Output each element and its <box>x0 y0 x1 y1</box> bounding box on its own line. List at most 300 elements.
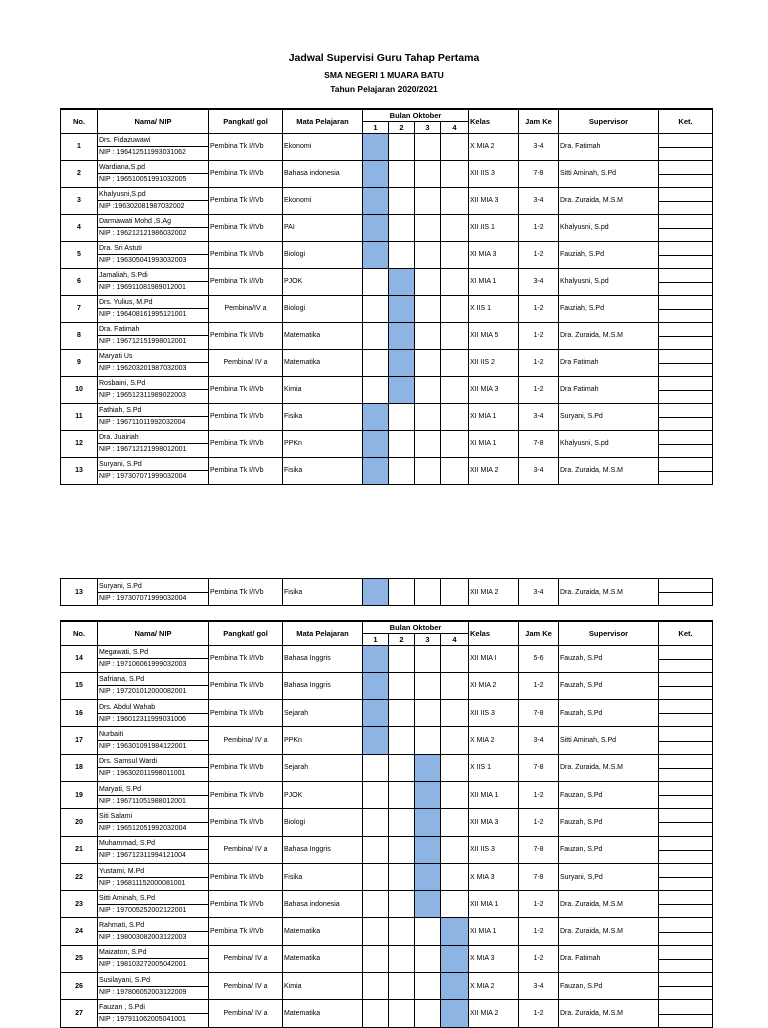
supervisor-cell: Fauziah, S.Pd <box>559 241 659 268</box>
rank-cell: Pembina Tk I/IVb <box>209 403 283 430</box>
table-row <box>61 973 713 1000</box>
table-row <box>61 403 713 430</box>
week-1-cell <box>363 187 389 214</box>
header-class: Kelas <box>469 621 519 645</box>
header-supervisor: Supervisor <box>559 621 659 645</box>
table-row <box>61 863 713 890</box>
teacher-nip: NIP : 197806052003122009 <box>98 986 208 998</box>
teacher-nip: NIP : 196512311989022003 <box>98 389 208 401</box>
rank-cell: Pembina Tk I/IVb <box>209 376 283 403</box>
rank-cell: Pembina Tk I/IVb <box>209 187 283 214</box>
week-2-cell <box>389 645 415 672</box>
header-week-2: 2 <box>389 633 415 645</box>
subject-cell: Sejarah <box>283 754 363 781</box>
supervisor-cell: Dra. Zuraida, M.S.M <box>559 891 659 918</box>
ket-cell <box>659 457 713 484</box>
supervisor-cell: Dra. Fatimah <box>559 945 659 972</box>
teacher-nip: NIP : 196711011992032004 <box>98 416 208 428</box>
week-2-cell <box>389 973 415 1000</box>
hour-cell: 1-2 <box>519 322 559 349</box>
name-cell <box>98 945 209 972</box>
week-2-cell <box>389 241 415 268</box>
week-1-cell <box>363 727 389 754</box>
supervisor-cell: Suryani, S.Pd <box>559 403 659 430</box>
week-4-cell <box>441 214 469 241</box>
class-cell: X MIA 2 <box>469 133 519 160</box>
header-week-4: 4 <box>441 121 469 133</box>
class-cell: XI MIA 1 <box>469 268 519 295</box>
week-3-cell <box>415 187 441 214</box>
week-3-cell <box>415 430 441 457</box>
teacher-name: Suryani, S.Pd <box>99 461 142 468</box>
row-no: 16 <box>61 700 98 727</box>
class-cell: XII IIS 2 <box>469 349 519 376</box>
week-2-cell <box>389 376 415 403</box>
header-rank: Pangkat/ gol <box>209 109 283 133</box>
class-cell: XII MIA 3 <box>469 187 519 214</box>
rank-cell: Pembina Tk I/IVb <box>209 241 283 268</box>
week-1-cell <box>363 295 389 322</box>
name-cell <box>98 1000 209 1027</box>
hour-cell: 1-2 <box>519 376 559 403</box>
row-no: 10 <box>61 376 98 403</box>
teacher-name: Safriana, S.Pd <box>99 676 145 684</box>
week-4-cell <box>441 918 469 945</box>
hour-cell: 7-8 <box>519 754 559 781</box>
rank-cell: Pembina/ IV a <box>209 727 283 754</box>
supervisor-cell: Fauzan, S.Pd <box>559 781 659 808</box>
week-4-cell <box>441 891 469 918</box>
week-4-cell <box>441 1000 469 1027</box>
supervisor-cell: Dra Fatimah <box>559 349 659 376</box>
header-week-1: 1 <box>363 121 389 133</box>
teacher-name: Wardiana,S.pd <box>99 164 146 171</box>
week-2-cell <box>389 295 415 322</box>
name-cell <box>98 891 209 918</box>
header-supervisor: Supervisor <box>559 109 659 133</box>
week-1-cell <box>363 268 389 295</box>
supervisor-cell: Fauzah, S.Pd <box>559 809 659 836</box>
class-cell: XII MIA 1 <box>469 891 519 918</box>
supervisor-cell: Fauzah, S.Pd <box>559 700 659 727</box>
week-2-cell <box>389 863 415 890</box>
table-row <box>61 160 713 187</box>
name-cell <box>98 579 209 606</box>
supervisor-cell: Fauzah, S.Pd <box>559 672 659 699</box>
subject-cell: Kimia <box>283 376 363 403</box>
subject-cell: Fisika <box>283 863 363 890</box>
row-no: 14 <box>61 645 98 672</box>
hour-cell: 1-2 <box>519 672 559 699</box>
teacher-nip: NIP : 196811152000081001 <box>98 877 208 889</box>
week-4-cell <box>441 295 469 322</box>
week-1-cell <box>363 1000 389 1027</box>
row-no: 17 <box>61 727 98 754</box>
week-1-cell <box>363 403 389 430</box>
teacher-name: Susilayani, S.Pd <box>99 976 150 984</box>
week-1-cell <box>363 160 389 187</box>
ket-cell <box>659 268 713 295</box>
hour-cell: 1-2 <box>519 1000 559 1027</box>
week-1-cell <box>363 214 389 241</box>
week-4-cell <box>441 457 469 484</box>
header-no: No. <box>61 621 98 645</box>
hour-cell: 1-2 <box>519 295 559 322</box>
class-cell: XII MIA 2 <box>469 457 519 484</box>
teacher-name: Rosbaini, S.Pd <box>99 380 146 387</box>
teacher-nip: NIP : 196512051992032004 <box>98 822 208 834</box>
subject-cell: Ekonomi <box>283 187 363 214</box>
week-3-cell <box>415 672 441 699</box>
supervisor-cell: Dra. Zuraida, M.S.M <box>559 322 659 349</box>
week-3-cell <box>415 781 441 808</box>
week-3-cell <box>415 295 441 322</box>
hour-cell: 3-4 <box>519 403 559 430</box>
teacher-nip: NIP :196302081987032002 <box>98 200 208 212</box>
week-4-cell <box>441 863 469 890</box>
week-1-cell <box>363 645 389 672</box>
week-3-cell <box>415 1000 441 1027</box>
subject-cell: Kimia <box>283 973 363 1000</box>
subject-cell: PJOK <box>283 268 363 295</box>
header-name: Nama/ NIP <box>98 109 209 133</box>
header-month: Bulan Oktober <box>363 109 469 121</box>
week-4-cell <box>441 430 469 457</box>
rank-cell: Pembina Tk I/IVb <box>209 579 283 606</box>
schedule-table-1-tail <box>60 578 713 606</box>
supervisor-cell: Sitti Aminah, S.Pd <box>559 727 659 754</box>
ket-cell <box>659 781 713 808</box>
week-4-cell <box>441 579 469 606</box>
subject-cell: Sejarah <box>283 700 363 727</box>
week-3-cell <box>415 809 441 836</box>
ket-cell <box>659 700 713 727</box>
name-cell <box>98 376 209 403</box>
name-cell <box>98 241 209 268</box>
rank-cell: Pembina Tk I/IVb <box>209 809 283 836</box>
supervisor-cell: Khalyusni, S.pd <box>559 430 659 457</box>
week-4-cell <box>441 376 469 403</box>
supervisor-cell: Khalyusni, S.pd <box>559 214 659 241</box>
teacher-name: Dra. Sri Astuti <box>99 245 142 252</box>
subject-cell: Bahasa Inggris <box>283 672 363 699</box>
week-3-cell <box>415 579 441 606</box>
week-4-cell <box>441 781 469 808</box>
table-page-2 <box>60 620 712 1024</box>
week-2-cell <box>389 945 415 972</box>
week-3-cell <box>415 214 441 241</box>
doc-title: Jadwal Supervisi Guru Tahap Pertama <box>288 52 480 64</box>
header-subject: Mata Pelajaran <box>283 621 363 645</box>
week-4-cell <box>441 700 469 727</box>
row-no: 9 <box>61 349 98 376</box>
ket-cell <box>659 809 713 836</box>
header-class: Kelas <box>469 109 519 133</box>
week-1-cell <box>363 133 389 160</box>
week-4-cell <box>441 268 469 295</box>
week-4-cell <box>441 241 469 268</box>
table-row <box>61 781 713 808</box>
hour-cell: 3-4 <box>519 133 559 160</box>
ket-cell <box>659 836 713 863</box>
week-1-cell <box>363 891 389 918</box>
week-2-cell <box>389 781 415 808</box>
week-1-cell <box>363 781 389 808</box>
week-3-cell <box>415 376 441 403</box>
subject-cell: PAI <box>283 214 363 241</box>
ket-cell <box>659 918 713 945</box>
teacher-name: Fathiah, S.Pd <box>99 407 142 414</box>
table-row <box>61 836 713 863</box>
subject-cell: Fisika <box>283 579 363 606</box>
week-3-cell <box>415 700 441 727</box>
class-cell: XI MIA 1 <box>469 918 519 945</box>
header-week-1: 1 <box>363 633 389 645</box>
hour-cell: 7-8 <box>519 700 559 727</box>
class-cell: X MIA 3 <box>469 863 519 890</box>
ket-cell <box>659 187 713 214</box>
rank-cell: Pembina Tk I/IVb <box>209 457 283 484</box>
ket-cell <box>659 863 713 890</box>
class-cell: XII MIA 1 <box>469 781 519 808</box>
rank-cell: Pembina/ IV a <box>209 945 283 972</box>
week-2-cell <box>389 160 415 187</box>
teacher-name: Nurbaiti <box>99 731 124 739</box>
header-rank: Pangkat/ gol <box>209 621 283 645</box>
rank-cell: Pembina Tk I/IVb <box>209 322 283 349</box>
subject-cell: Bahasa indonesia <box>283 891 363 918</box>
week-1-cell <box>363 457 389 484</box>
supervisor-cell: Dra Fatimah <box>559 376 659 403</box>
teacher-name: Muhammad, S.Pd <box>99 840 156 848</box>
hour-cell: 3-4 <box>519 973 559 1000</box>
header-subject: Mata Pelajaran <box>283 109 363 133</box>
week-1-cell <box>363 672 389 699</box>
class-cell: X IIS 1 <box>469 754 519 781</box>
ket-cell <box>659 973 713 1000</box>
ket-cell <box>659 403 713 430</box>
week-3-cell <box>415 349 441 376</box>
week-4-cell <box>441 973 469 1000</box>
rank-cell: Pembina Tk I/IVb <box>209 891 283 918</box>
ket-cell <box>659 754 713 781</box>
supervisor-cell: Dra. Zuraida, M.S.M <box>559 1000 659 1027</box>
week-2-cell <box>389 133 415 160</box>
hour-cell: 3-4 <box>519 579 559 606</box>
teacher-nip: NIP : 196302011998011001 <box>98 767 208 779</box>
teacher-name: Megawati, S.Pd <box>99 649 149 657</box>
teacher-name: Yustami, M.Pd <box>99 867 145 875</box>
hour-cell: 1-2 <box>519 214 559 241</box>
row-no: 1 <box>61 133 98 160</box>
table-page-1 <box>60 108 712 481</box>
week-3-cell <box>415 457 441 484</box>
week-1-cell <box>363 809 389 836</box>
teacher-nip: NIP : 197911062005041001 <box>98 1013 208 1025</box>
row-no: 3 <box>61 187 98 214</box>
subject-cell: PPKn <box>283 727 363 754</box>
header-month: Bulan Oktober <box>363 621 469 633</box>
subject-cell: PPKn <box>283 430 363 457</box>
week-1-cell <box>363 241 389 268</box>
hour-cell: 3-4 <box>519 457 559 484</box>
week-1-cell <box>363 945 389 972</box>
teacher-nip: NIP : 198003082003122003 <box>98 931 208 943</box>
week-2-cell <box>389 403 415 430</box>
week-1-cell <box>363 700 389 727</box>
schedule-table-2 <box>60 620 713 1028</box>
table-row <box>61 891 713 918</box>
row-no: 6 <box>61 268 98 295</box>
teacher-nip: NIP : 197106061999032003 <box>98 658 208 670</box>
subject-cell: Matematika <box>283 349 363 376</box>
week-2-cell <box>389 754 415 781</box>
table-row <box>61 918 713 945</box>
table-row <box>61 268 713 295</box>
supervisor-cell: Dra. Zuraida, M.S.M <box>559 579 659 606</box>
table-row <box>61 945 713 972</box>
row-no: 25 <box>61 945 98 972</box>
teacher-nip: NIP : 196712151998012001 <box>98 335 208 347</box>
ket-cell <box>659 214 713 241</box>
teacher-nip: NIP : 196301091984122001 <box>98 740 208 752</box>
row-no: 2 <box>61 160 98 187</box>
rank-cell: Pembina/ IV a <box>209 349 283 376</box>
row-no: 26 <box>61 973 98 1000</box>
class-cell: XII IIS 3 <box>469 700 519 727</box>
supervisor-cell: Suryani, S,Pd <box>559 863 659 890</box>
ket-cell <box>659 241 713 268</box>
table-page-1-tail <box>60 582 712 608</box>
teacher-nip: NIP : 196408161995121001 <box>98 308 208 320</box>
name-cell <box>98 430 209 457</box>
hour-cell: 7-8 <box>519 430 559 457</box>
hour-cell: 1-2 <box>519 945 559 972</box>
subject-cell: Bahasa Inggris <box>283 645 363 672</box>
teacher-nip: NIP : 196412511993031062 <box>98 146 208 158</box>
supervisor-cell: Fauzan, S.Pd <box>559 973 659 1000</box>
supervisor-cell: Khalyusni, S.pd <box>559 268 659 295</box>
header-hour: Jam Ke <box>519 621 559 645</box>
week-2-cell <box>389 187 415 214</box>
row-no: 18 <box>61 754 98 781</box>
hour-cell: 3-4 <box>519 268 559 295</box>
ket-cell <box>659 945 713 972</box>
week-3-cell <box>415 241 441 268</box>
row-no: 24 <box>61 918 98 945</box>
table-row <box>61 322 713 349</box>
class-cell: XII IIS 3 <box>469 836 519 863</box>
week-2-cell <box>389 322 415 349</box>
subject-cell: Bahasa Inggris <box>283 836 363 863</box>
table-row <box>61 579 713 606</box>
week-4-cell <box>441 836 469 863</box>
week-1-cell <box>363 579 389 606</box>
teacher-nip: NIP : 196212121986032002 <box>98 227 208 239</box>
table-row <box>61 214 713 241</box>
teacher-nip: NIP : 196712121998012001 <box>98 443 208 455</box>
class-cell: XI MIA 1 <box>469 430 519 457</box>
header-no: No. <box>61 109 98 133</box>
subject-cell: Matematika <box>283 918 363 945</box>
week-2-cell <box>389 918 415 945</box>
row-no: 8 <box>61 322 98 349</box>
hour-cell: 1-2 <box>519 918 559 945</box>
week-2-cell <box>389 1000 415 1027</box>
teacher-nip: NIP : 196510051991032005 <box>98 173 208 185</box>
teacher-name: Maryati, S.Pd <box>99 785 142 793</box>
week-1-cell <box>363 973 389 1000</box>
row-no: 21 <box>61 836 98 863</box>
name-cell <box>98 268 209 295</box>
subject-cell: Ekonomi <box>283 133 363 160</box>
header-name: Nama/ NIP <box>98 621 209 645</box>
supervisor-cell: Fauzan, S.Pd <box>559 836 659 863</box>
row-no: 13 <box>61 579 98 606</box>
table-row <box>61 754 713 781</box>
week-4-cell <box>441 160 469 187</box>
rank-cell: Pembina/ IV a <box>209 1000 283 1027</box>
row-no: 12 <box>61 430 98 457</box>
class-cell: XII MIA 2 <box>469 1000 519 1027</box>
header-week-4: 4 <box>441 633 469 645</box>
hour-cell: 7-8 <box>519 863 559 890</box>
week-3-cell <box>415 727 441 754</box>
row-no: 5 <box>61 241 98 268</box>
class-cell: XII MIA 2 <box>469 579 519 606</box>
class-cell: X IIS 1 <box>469 295 519 322</box>
week-3-cell <box>415 945 441 972</box>
name-cell <box>98 700 209 727</box>
week-4-cell <box>441 322 469 349</box>
row-no: 22 <box>61 863 98 890</box>
hour-cell: 5-6 <box>519 645 559 672</box>
rank-cell: Pembina Tk I/IVb <box>209 133 283 160</box>
teacher-name: Suryani, S.Pd <box>99 582 142 590</box>
teacher-name: Jamaliah, S.Pdi <box>99 272 148 279</box>
rank-cell: Pembina/ IV a <box>209 973 283 1000</box>
hour-cell: 1-2 <box>519 781 559 808</box>
week-1-cell <box>363 918 389 945</box>
ket-cell <box>659 891 713 918</box>
table-row <box>61 241 713 268</box>
name-cell <box>98 349 209 376</box>
hour-cell: 3-4 <box>519 187 559 214</box>
supervisor-cell: Dra. Fatimah <box>559 133 659 160</box>
teacher-name: Fauzan , S.Pdi <box>99 1004 145 1011</box>
ket-cell <box>659 160 713 187</box>
table-row <box>61 809 713 836</box>
hour-cell: 7-8 <box>519 160 559 187</box>
ket-cell <box>659 1000 713 1027</box>
week-2-cell <box>389 214 415 241</box>
subject-cell: Matematika <box>283 1000 363 1027</box>
class-cell: XII IIS 1 <box>469 214 519 241</box>
class-cell: XII IIS 3 <box>469 160 519 187</box>
rank-cell: Pembina Tk I/IVb <box>209 268 283 295</box>
rank-cell: Pembina/ IV a <box>209 836 283 863</box>
subject-cell: Biologi <box>283 295 363 322</box>
class-cell: X MIA 2 <box>469 973 519 1000</box>
ket-cell <box>659 295 713 322</box>
rank-cell: Pembina Tk I/IVb <box>209 214 283 241</box>
subject-cell: Fisika <box>283 403 363 430</box>
week-2-cell <box>389 891 415 918</box>
week-3-cell <box>415 645 441 672</box>
table-row <box>61 376 713 403</box>
teacher-nip: NIP : 197307071999032004 <box>98 592 208 604</box>
teacher-name: Rahmati, S.Pd <box>99 922 145 930</box>
